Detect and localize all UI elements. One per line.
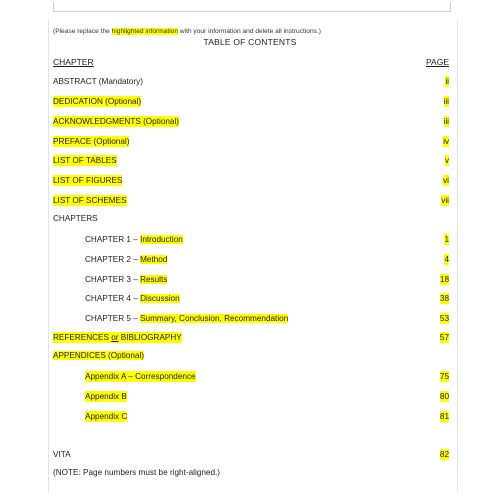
- instruction-highlight: highlighted information: [111, 28, 179, 35]
- chapter-prefix: CHAPTER 2 –: [85, 255, 141, 264]
- toc-row-appendix-b: [85, 391, 449, 402]
- toc-row-list-of-tables: [53, 155, 449, 166]
- toc-row-chapter-5: [85, 313, 449, 324]
- toc-entry-page: vii: [441, 196, 449, 205]
- toc-row-appendix-a: [85, 371, 449, 382]
- toc-entry-label: [85, 274, 167, 285]
- toc-entry-label: VITA: [53, 450, 71, 459]
- toc-row-appendix-c: [85, 411, 449, 422]
- toc-entry-label: [85, 293, 180, 304]
- toc-entry-label: LIST OF TABLES: [53, 156, 117, 165]
- instruction-prefix: (Please replace the: [53, 28, 112, 35]
- toc-entry-label: LIST OF FIGURES: [53, 176, 123, 185]
- toc-entry-label: Appendix B: [85, 392, 127, 401]
- previous-page-edge: [53, 2, 451, 12]
- toc-entry-page: iii: [443, 117, 449, 126]
- chapter-name: Discussion: [140, 294, 180, 303]
- instruction-suffix: with your information and delete all instructions.): [178, 28, 321, 35]
- toc-entry-label: ACKNOWLEDGMENTS (Optional): [53, 117, 180, 126]
- toc-entry-page: vi: [443, 176, 449, 185]
- chapter-name: Method: [140, 255, 168, 264]
- toc-row-dedication: [53, 96, 449, 107]
- toc-row-references: [53, 332, 449, 343]
- toc-entry-page: 18: [439, 275, 449, 284]
- chapter-prefix: CHAPTER 3 –: [85, 275, 141, 284]
- appendices-heading: APPENDICES (Optional): [53, 351, 145, 360]
- toc-entry-page: 82: [439, 450, 449, 459]
- page-title: TABLE OF CONTENTS: [203, 37, 297, 47]
- toc-entry-label: ABSTRACT (Mandatory): [53, 77, 143, 86]
- toc-entry-page: v: [444, 156, 449, 165]
- page-column-header: PAGE: [426, 57, 449, 67]
- toc-row-chapter-2: [85, 254, 449, 265]
- toc-entry-label: PREFACE (Optional): [53, 137, 130, 146]
- chapter-prefix: CHAPTER 1 –: [85, 235, 141, 244]
- toc-entry-label: [85, 234, 183, 245]
- chapter-name: Introduction: [140, 235, 183, 244]
- toc-row-chapter-3: [85, 274, 449, 285]
- toc-row-preface: [53, 136, 449, 147]
- toc-row-chapter-4: [85, 293, 449, 304]
- footer-note: (NOTE: Page numbers must be right-aligned.): [53, 468, 221, 477]
- toc-row-abstract: [53, 76, 449, 87]
- toc-entry-page: 75: [439, 372, 449, 381]
- toc-entry-page: iii: [443, 97, 449, 106]
- toc-row-list-of-figures: [53, 175, 449, 186]
- references-or: or: [111, 333, 119, 342]
- toc-entry-page: 57: [439, 333, 449, 342]
- toc-entry-page: 4: [444, 255, 449, 264]
- toc-entry-label: Appendix C: [85, 412, 128, 421]
- toc-row-acknowledgments: [53, 116, 449, 127]
- toc-entry-label: LIST OF SCHEMES: [53, 196, 127, 205]
- toc-entry-label: [85, 254, 167, 265]
- toc-entry-page: 38: [439, 294, 449, 303]
- chapter-name: Results: [140, 275, 168, 284]
- toc-entry-page: iv: [443, 137, 449, 146]
- toc-entry-page: 80: [439, 392, 449, 401]
- chapters-heading: CHAPTERS: [53, 214, 98, 223]
- toc-row-chapter-1: [85, 234, 449, 245]
- chapter-prefix: CHAPTER 5 –: [85, 314, 141, 323]
- toc-row-vita: [53, 449, 449, 460]
- bibliography-text: BIBLIOGRAPHY: [118, 333, 182, 342]
- chapter-name: Summary, Conclusion, Recommendation: [140, 314, 289, 323]
- toc-entry-page: 81: [439, 412, 449, 421]
- toc-entry-page: 1: [444, 235, 449, 244]
- toc-entry-label: [53, 332, 182, 343]
- references-text: REFERENCES: [53, 333, 112, 342]
- instruction-note: [53, 28, 321, 35]
- toc-entry-label: Appendix A – Correspondence: [85, 372, 196, 381]
- chapter-prefix: CHAPTER 4 –: [85, 294, 141, 303]
- toc-entry-page: 53: [439, 314, 449, 323]
- toc-entry-label: DEDICATION (Optional): [53, 97, 142, 106]
- toc-entry-page: ii: [445, 77, 449, 86]
- toc-row-list-of-schemes: [53, 195, 449, 206]
- toc-entry-label: [85, 313, 288, 324]
- chapter-column-header: CHAPTER: [53, 57, 94, 67]
